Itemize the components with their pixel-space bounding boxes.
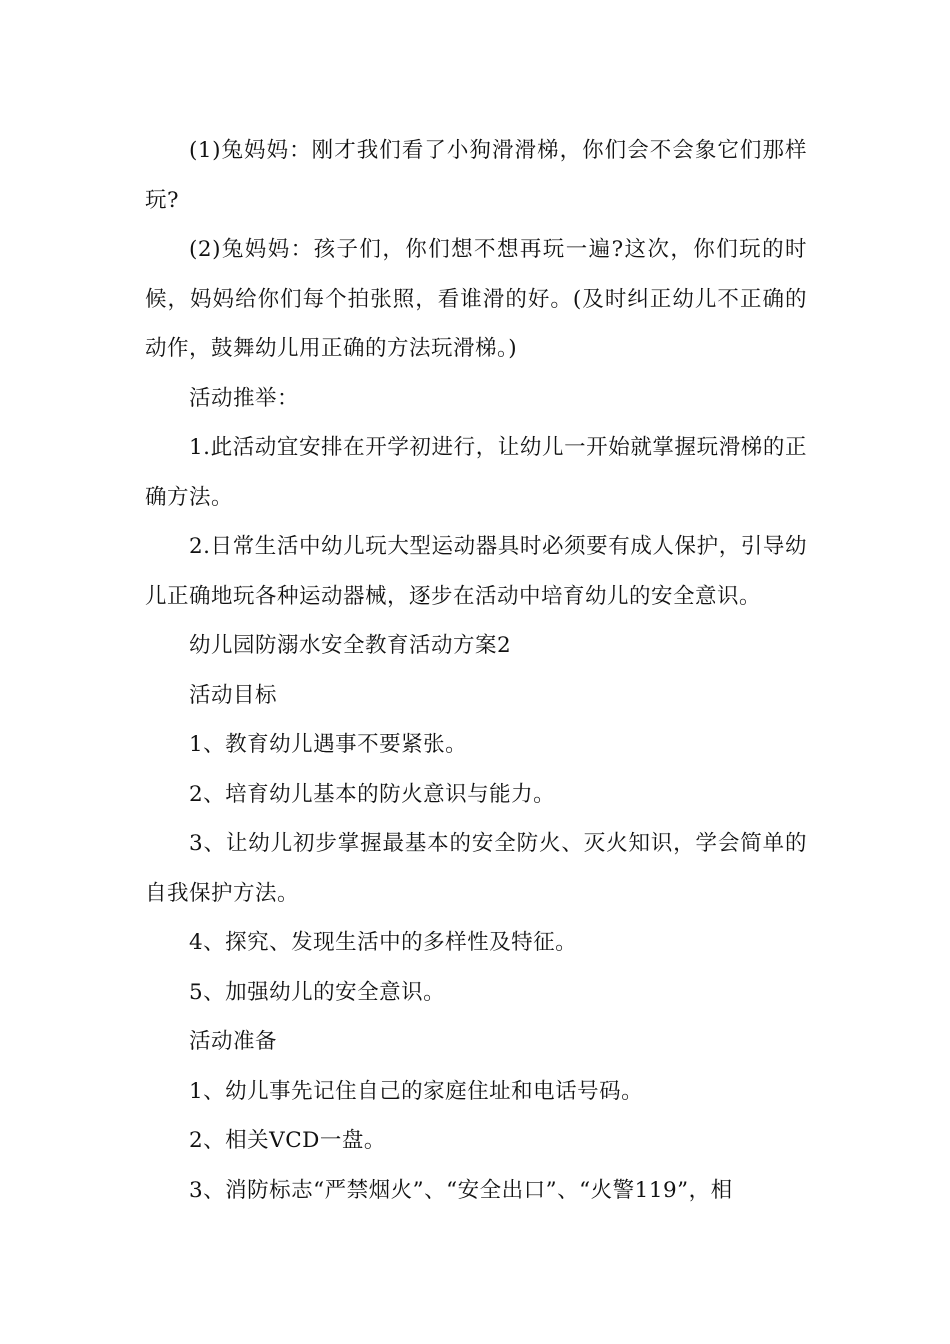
list-item-prep-2: 2、相关VCD一盘。 — [189, 1128, 386, 1153]
heading-activity-suggestions: 活动推举： — [189, 385, 300, 411]
section-title: 幼儿园防溺水安全教育活动方案2 — [189, 633, 512, 658]
document-body — [145, 126, 807, 1215]
list-item-goal-2: 2、培育幼儿基本的防火意识与能力。 — [189, 781, 556, 807]
list-item-prep-3: 3、消防标志“严禁烟火”、“安全出口”、“火警119”，相 — [189, 1177, 733, 1203]
paragraph-suggestion-2: 2.日常生活中幼儿玩大型运动器具时必须要有成人保护，引导幼儿正确地玩各种运动器械，逐步在活动中培育幼儿的安全意识。 — [145, 534, 807, 609]
list-item-prep-1: 1、幼儿事先记住自己的家庭住址和电话号码。 — [189, 1078, 644, 1104]
paragraph-dialogue-2: (2)兔妈妈：孩子们，你们想不想再玩一遍?这次，你们玩的时候，妈妈给你们每个拍张照，看谁滑的好。(及时纠正幼儿不正确的动作，鼓舞幼儿用正确的方法玩滑梯。) — [145, 237, 807, 361]
list-item-goal-1: 1、教育幼儿遇事不要紧张。 — [189, 732, 468, 757]
list-item-goal-5: 5、加强幼儿的安全意识。 — [189, 979, 446, 1005]
heading-activity-goals: 活动目标 — [189, 682, 278, 708]
paragraph-dialogue-1: (1)兔妈妈：刚才我们看了小狗滑滑梯，你们会不会象它们那样玩? — [145, 138, 807, 213]
heading-activity-preparation: 活动准备 — [189, 1029, 278, 1054]
paragraph-suggestion-1: 1.此活动宜安排在开学初进行，让幼儿一开始就掌握玩滑梯的正确方法。 — [145, 435, 807, 510]
list-item-goal-4: 4、探究、发现生活中的多样性及特征。 — [189, 930, 578, 955]
list-item-goal-3: 3、让幼儿初步掌握最基本的安全防火、灭火知识，学会简单的自我保护方法。 — [145, 831, 807, 906]
